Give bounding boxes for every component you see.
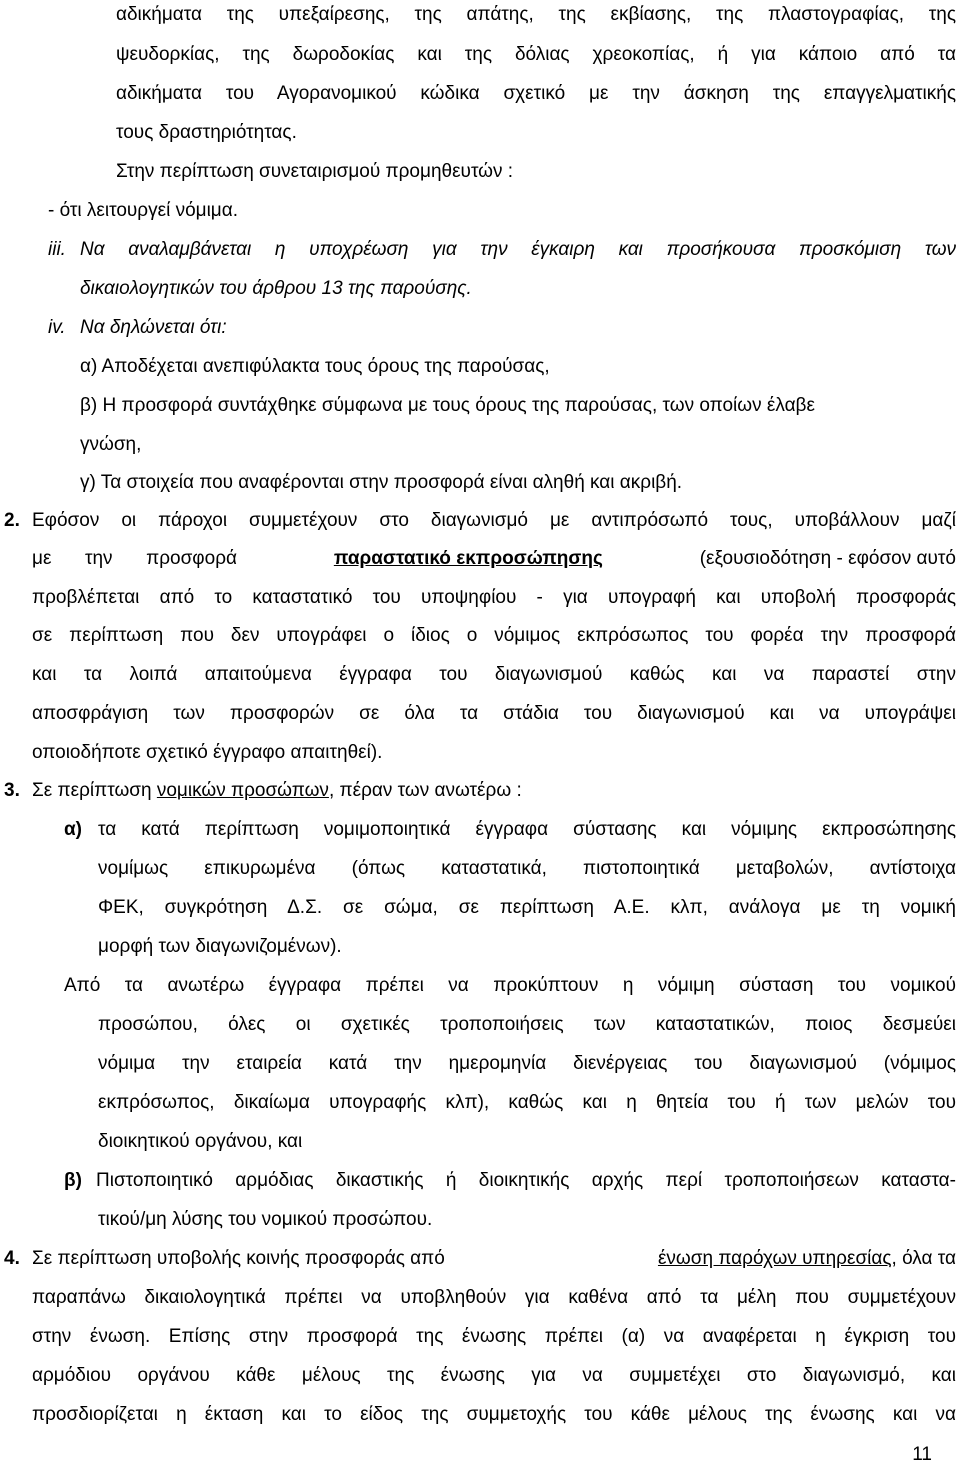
item-label-3: 3.	[4, 780, 20, 801]
text-line	[32, 625, 956, 647]
text: Πιστοποιητικό αρμόδιας δικαστικής ή διοικητικής αρχής περί τροποποιήσεων καταστα-	[96, 1170, 956, 1191]
text: αρμόδιου οργάνου κάθε μέλους της ένωσης για να συμμετέχει στο διαγωνισμό, και	[32, 1365, 956, 1386]
text-line: - ότι λειτουργεί νόμιμα.	[48, 200, 239, 221]
text-line	[98, 897, 956, 919]
text-line	[98, 1053, 956, 1075]
text-line	[64, 975, 956, 997]
text: Να αναλαμβάνεται η υποχρέωση για την έγκαιρη και προσήκουσα προσκόμιση των	[80, 239, 956, 260]
text: προσώπου, όλες οι σχετικές τροποποιήσεις των καταστατικών, ποιος δεσμεύει	[98, 1014, 956, 1035]
text-line	[32, 1248, 956, 1270]
item-label-iii: iii.	[48, 239, 66, 260]
text-segment: Σε περίπτωση	[32, 780, 152, 801]
text: νομίμως επικυρωμένα (όπως καταστατικά, πιστοποιητικά μεταβολών, αντίστοιχα	[98, 858, 956, 879]
underlined-term: νομικών προσώπων	[156, 780, 329, 801]
text-line	[32, 664, 956, 686]
text-line	[32, 510, 956, 532]
text-segment	[658, 1248, 956, 1270]
text-line: α) Αποδέχεται ανεπιφύλακτα τους όρους της παρούσας,	[80, 356, 550, 377]
text-line: Στην περίπτωση συνεταιρισμού προμηθευτών :	[116, 161, 514, 182]
text: σε περίπτωση που δεν υπογράφει ο ίδιος ο νόμιμος εκπρόσωπος του φορέα την προσφορά	[32, 625, 956, 646]
text-line	[32, 1365, 956, 1387]
text-segment: Σε περίπτωση υποβολής κοινής προσφοράς από	[32, 1248, 445, 1269]
text-line: β) Η προσφορά συντάχθηκε σύμφωνα με τους όρους της παρούσας, των οποίων έλαβε	[80, 395, 815, 416]
text: ΦΕΚ, συγκρότηση Δ.Σ. σε σώμα, σε περίπτωση Α.Ε. κλπ, ανάλογα με τη νομική	[98, 897, 956, 918]
text-line: μορφή των διαγωνιζομένων).	[98, 936, 342, 957]
text-line	[32, 780, 522, 802]
text-line: γνώση,	[80, 434, 142, 455]
text: ψευδορκίας, της δωροδοκίας και της δόλιας χρεοκοπίας, ή για κάποιο από τα	[116, 44, 956, 65]
item-label-2: 2.	[4, 510, 20, 531]
text-line	[98, 1092, 956, 1114]
text: νόμιμα την εταιρεία κατά την ημερομηνία διενέργειας του διαγωνισμού (νόμιμος	[98, 1053, 956, 1074]
text: εκπρόσωπος, δικαίωμα υπογραφής κλπ), καθώς και η θητεία του ή των μελών του	[98, 1092, 956, 1113]
text: αδικήματα της υπεξαίρεσης, της απάτης, της εκβίασης, της πλαστογραφίας, της	[116, 4, 956, 25]
text-line	[96, 1170, 956, 1192]
text-line	[116, 83, 956, 105]
text-line: τους δραστηριότητας.	[116, 122, 297, 143]
text-line	[116, 44, 956, 66]
item-label-4: 4.	[4, 1248, 20, 1269]
text-line	[98, 858, 956, 880]
text: Από τα ανωτέρω έγγραφα πρέπει να προκύπτουν η νόμιμη σύσταση του νομικού	[64, 975, 956, 996]
item-label-iv: iv.	[48, 317, 66, 338]
text-segment: (εξουσιοδότηση - εφόσον αυτό	[699, 548, 956, 569]
text: τα κατά περίπτωση νομιμοποιητικά έγγραφα σύστασης και νόμιμης εκπροσώπησης	[98, 819, 956, 840]
item-label-a: α)	[64, 819, 83, 840]
text-line	[32, 548, 956, 570]
underlined-term: ένωση παρόχων υπηρεσίας	[657, 1248, 892, 1269]
text-line	[32, 1404, 956, 1426]
text-line	[32, 1326, 956, 1348]
text-line	[98, 1014, 956, 1036]
text: προσδιορίζεται η έκταση και το είδος της συμμετοχής του κάθε μέλους της ένωσης και να	[32, 1404, 956, 1425]
text-line	[32, 587, 956, 609]
text: Εφόσον οι πάροχοι συμμετέχουν στο διαγωνισμό με αντιπρόσωπό τους, υποβάλλουν μαζί	[32, 510, 956, 531]
text: προβλέπεται από το καταστατικό του υποψηφίου - για υπογραφή και υποβολή προσφοράς	[32, 587, 956, 608]
text-line	[32, 703, 956, 725]
text-line	[80, 239, 956, 261]
text-line	[32, 1287, 956, 1309]
text-segment: , όλα τα	[891, 1248, 956, 1269]
text-line: οποιοδήποτε σχετικό έγγραφο απαιτηθεί).	[32, 742, 383, 763]
text-segment: , πέραν των ανωτέρω :	[328, 780, 522, 801]
text: και τα λοιπά απαιτούμενα έγγραφα του διαγωνισμού καθώς και να παραστεί στην	[32, 664, 956, 685]
text: στην ένωση. Επίσης στην προσφορά της ένωσης πρέπει (α) να αναφέρεται η έγκριση του	[32, 1326, 956, 1347]
text-line	[116, 4, 956, 26]
text-line: γ) Τα στοιχεία που αναφέρονται στην προσφορά είναι αληθή και ακριβή.	[80, 472, 683, 493]
text: αδικήματα του Αγορανομικού κώδικα σχετικό με την άσκηση της επαγγελματικής	[116, 83, 956, 104]
text-line: δικαιολογητικών του άρθρου 13 της παρούσης.	[80, 278, 472, 299]
page-number: 11	[912, 1444, 932, 1465]
item-label-b: β)	[64, 1170, 82, 1191]
bold-term: παραστατικό εκπροσώπησης	[333, 548, 603, 569]
text-segment: με την προσφορά	[32, 548, 237, 569]
text: αποσφράγιση των προσφορών σε όλα τα στάδια του διαγωνισμού και να υπογράψει	[32, 703, 956, 724]
text-line: τικού/μη λύσης του νομικού προσώπου.	[98, 1209, 433, 1230]
text-line: διοικητικού οργάνου, και	[98, 1131, 303, 1152]
text: παραπάνω δικαιολογητικά πρέπει να υποβληθούν για καθένα από τα μέλη που συμμετέχουν	[32, 1287, 956, 1308]
text-line: Να δηλώνεται ότι:	[80, 317, 227, 338]
text-line	[98, 819, 956, 841]
